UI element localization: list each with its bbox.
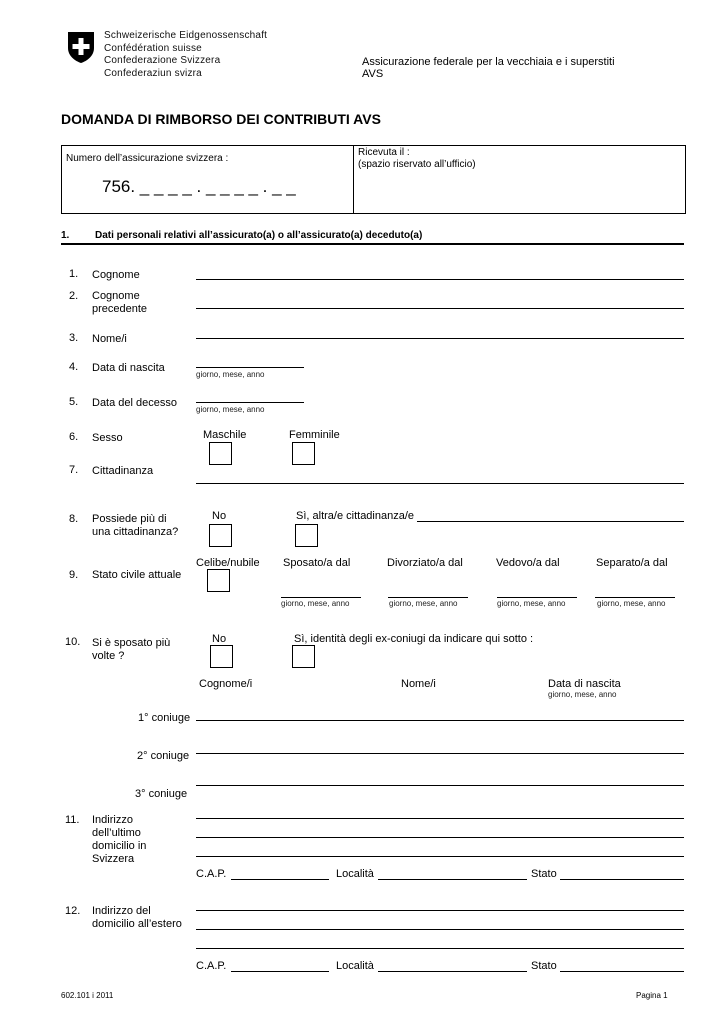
field-4-number: 4.: [69, 361, 79, 373]
field-3-label: Nome/i: [92, 333, 127, 345]
field-8-number: 8.: [69, 513, 79, 525]
confederation-names: [104, 30, 267, 80]
field-2-number: 2.: [69, 290, 79, 302]
page-number: Pagina 1: [636, 991, 668, 1000]
abroad-address-line-2[interactable]: [196, 929, 684, 930]
sex-male-label: Maschile: [203, 429, 247, 441]
field-6-number: 6.: [69, 431, 79, 443]
received-label: Ricevuta il :: [358, 147, 410, 158]
field-6-label: Sesso: [92, 432, 123, 444]
married-since-input[interactable]: [281, 597, 361, 598]
form-code: 602.101 i 2011: [61, 991, 114, 1000]
married-date-hint: giorno, mese, anno: [281, 599, 350, 608]
abroad-zip-label: C.A.P.: [196, 960, 227, 972]
abroad-address-line-3[interactable]: [196, 948, 684, 949]
institution-name: [362, 56, 615, 80]
spouse-1-label: 1° coniuge: [138, 712, 191, 724]
remarried-no-label: No: [212, 633, 227, 645]
birth-date-input[interactable]: [196, 367, 304, 368]
insurance-number-field[interactable]: 756. _ _ _ _ . _ _ _ _ . _ _: [102, 177, 296, 196]
confederation-line-fr: Confédération suisse: [104, 42, 202, 54]
abroad-country-input[interactable]: [560, 971, 684, 972]
field-10-label: Si è sposato più volte ?: [92, 637, 171, 662]
multi-citizenship-no-label: No: [212, 510, 227, 522]
multi-citizenship-yes-label: Sì, altra/e cittadinanza/e: [296, 510, 415, 522]
spouse-2-label: 2° coniuge: [137, 750, 190, 762]
field-11-number: 11.: [65, 814, 80, 826]
office-note: (spazio riservato all’ufficio): [358, 159, 476, 170]
field-8-label: Possiede più di una cittadinanza?: [92, 513, 179, 538]
field-11-label: Indirizzo dell’ultimo domicilio in Svizzera: [92, 814, 147, 865]
confederation-line-it: Confederazione Svizzera: [104, 55, 221, 66]
spouse-col-surname: Cognome/i: [199, 678, 253, 690]
divorced-since-input[interactable]: [388, 597, 468, 598]
spouse-3-input[interactable]: [196, 785, 684, 786]
spouse-1-input[interactable]: [196, 720, 684, 721]
abroad-address-line-1[interactable]: [196, 910, 684, 911]
separated-since-input[interactable]: [595, 597, 675, 598]
institution-abbr: AVS: [362, 68, 384, 80]
sex-female-label: Femminile: [289, 429, 340, 441]
section-1-title: Dati personali relativi all’assicurato(a) o all’assicurato(a) deceduto(a): [95, 230, 423, 241]
citizenship-input[interactable]: [196, 483, 684, 484]
field-7-number: 7.: [69, 464, 79, 476]
death-date-hint: giorno, mese, anno: [196, 405, 265, 414]
civil-divorced-label: Divorziato/a dal: [387, 557, 463, 569]
ch-city-input[interactable]: [378, 879, 527, 880]
abroad-zip-input[interactable]: [231, 971, 329, 972]
field-12-number: 12.: [65, 905, 81, 917]
confederation-line-de: Schweizerische Eidgenossenschaft: [104, 30, 268, 41]
field-9-label: Stato civile attuale: [92, 569, 182, 581]
sex-male-checkbox[interactable]: [209, 442, 232, 465]
field-1-number: 1.: [69, 268, 79, 280]
civil-widowed-label: Vedovo/a dal: [496, 557, 560, 569]
ch-country-input[interactable]: [560, 879, 684, 880]
remarried-yes-label: Sì, identità degli ex-coniugi da indicare qui sotto :: [294, 633, 534, 645]
civil-single-checkbox[interactable]: [207, 569, 230, 592]
spouse-3-label: 3° coniuge: [135, 788, 188, 800]
ch-address-line-2[interactable]: [196, 837, 684, 838]
section-1-rule: [61, 243, 684, 245]
box-divider: [353, 146, 354, 213]
spouse-2-input[interactable]: [196, 753, 684, 754]
field-12-label: Indirizzo del domicilio all’estero: [92, 905, 182, 930]
separated-date-hint: giorno, mese, anno: [597, 599, 666, 608]
multi-citizenship-no-checkbox[interactable]: [209, 524, 232, 547]
remarried-yes-checkbox[interactable]: [292, 645, 315, 668]
abroad-city-label: Località: [336, 960, 374, 972]
confederation-line-rm: Confederaziun svizra: [104, 67, 202, 79]
widowed-date-hint: giorno, mese, anno: [497, 599, 566, 608]
insurance-number-label: Numero dell’assicurazione svizzera :: [66, 153, 229, 164]
section-1-number: 1.: [61, 230, 70, 241]
previous-surname-input[interactable]: [196, 308, 684, 309]
field-4-label: Data di nascita: [92, 362, 165, 374]
surname-input[interactable]: [196, 279, 684, 280]
spouse-col-birth-hint: giorno, mese, anno: [548, 690, 617, 699]
spouse-col-name: Nome/i: [401, 678, 436, 690]
first-name-input[interactable]: [196, 338, 684, 339]
spouse-col-birth: Data di nascita: [548, 678, 621, 690]
institution-full: Assicurazione federale per la vecchiaia e i superstiti: [362, 56, 615, 68]
abroad-country-label: Stato: [531, 960, 557, 972]
ch-address-line-1[interactable]: [196, 818, 684, 819]
ch-zip-input[interactable]: [231, 879, 329, 880]
other-citizenship-input[interactable]: [417, 521, 684, 522]
field-5-number: 5.: [69, 396, 79, 408]
widowed-since-input[interactable]: [497, 597, 577, 598]
multi-citizenship-yes-checkbox[interactable]: [295, 524, 318, 547]
sex-female-checkbox[interactable]: [292, 442, 315, 465]
page-title: DOMANDA DI RIMBORSO DEI CONTRIBUTI AVS: [61, 111, 381, 127]
civil-separated-label: Separato/a dal: [596, 557, 668, 569]
ch-city-label: Località: [336, 868, 374, 880]
birth-date-hint: giorno, mese, anno: [196, 370, 265, 379]
divorced-date-hint: giorno, mese, anno: [389, 599, 458, 608]
death-date-input[interactable]: [196, 402, 304, 403]
ch-address-line-3[interactable]: [196, 856, 684, 857]
ch-country-label: Stato: [531, 868, 557, 880]
civil-married-label: Sposato/a dal: [283, 557, 351, 569]
field-5-label: Data del decesso: [92, 397, 177, 409]
field-3-number: 3.: [69, 332, 79, 344]
field-1-label: Cognome: [92, 269, 140, 281]
field-2-label: Cognome precedente: [92, 290, 148, 315]
civil-single-label: Celibe/nubile: [196, 557, 260, 569]
ch-zip-label: C.A.P.: [196, 868, 227, 880]
field-7-label: Cittadinanza: [92, 465, 154, 477]
abroad-city-input[interactable]: [378, 971, 527, 972]
swiss-coat-of-arms-icon: [66, 30, 96, 64]
insurance-number-box: [61, 145, 686, 214]
field-10-number: 10.: [65, 636, 81, 648]
field-9-number: 9.: [69, 569, 79, 581]
remarried-no-checkbox[interactable]: [210, 645, 233, 668]
